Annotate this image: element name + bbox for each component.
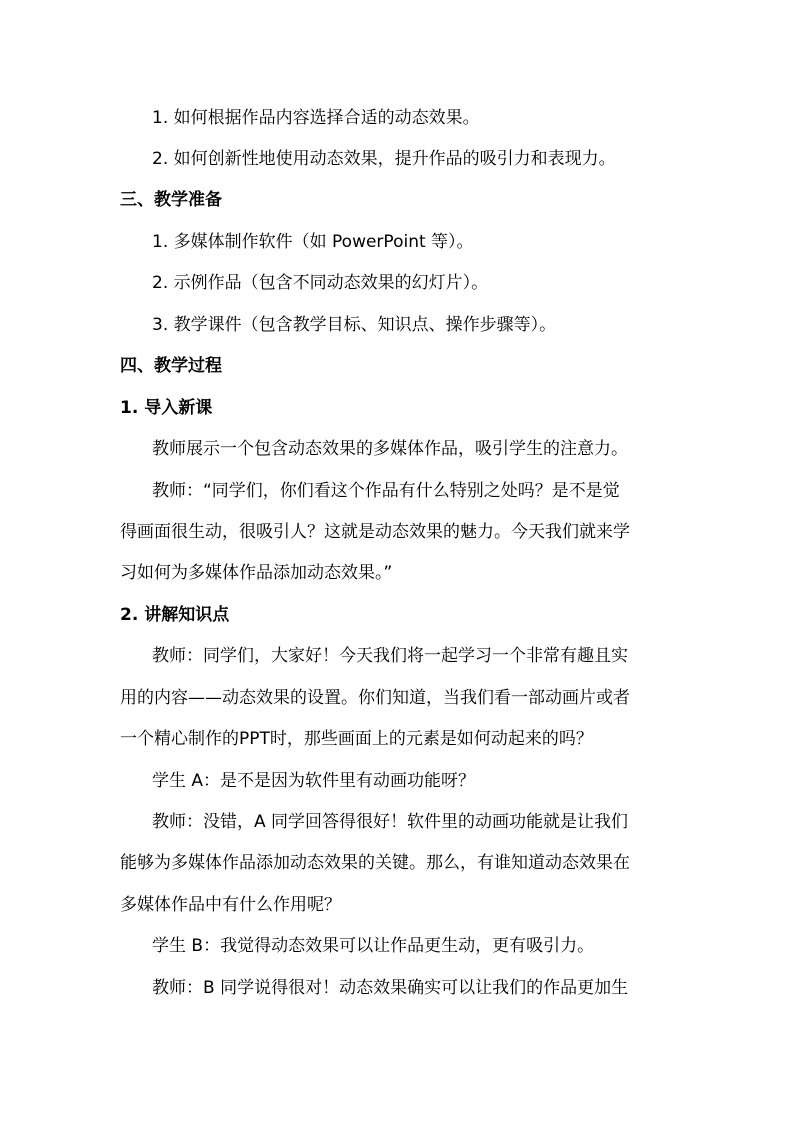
paragraph-line: 多媒体作品中有什么作用呢？: [120, 895, 341, 915]
difficulty-item-2: 2. 如何创新性地使用动态效果，提升作品的吸引力和表现力。: [152, 149, 616, 169]
section-heading-preparation: 三、教学准备: [120, 190, 222, 210]
paragraph-line: 教师：“同学们，你们看这个作品有什么特别之处吗？是不是觉: [152, 481, 620, 501]
difficulty-item-1: 1. 如何根据作品内容选择合适的动态效果。: [152, 108, 480, 128]
paragraph-line: 能够为多媒体作品添加动态效果的关键。那么，有谁知道动态效果在: [120, 853, 630, 873]
paragraph-line: 教师：没错，A 同学回答得很好！软件里的动画功能就是让我们: [152, 812, 629, 832]
paragraph-line: 用的内容——动态效果的设置。你们知道，当我们看一部动画片或者: [120, 688, 630, 708]
paragraph-line: 教师：同学们，大家好！今天我们将一起学习一个非常有趣且实: [152, 646, 628, 666]
section-heading-process: 四、教学过程: [120, 356, 222, 376]
subheading-intro: 1. 导入新课: [120, 398, 213, 418]
paragraph-line: 习如何为多媒体作品添加动态效果。”: [120, 563, 393, 583]
preparation-item-3: 3. 教学课件（包含教学目标、知识点、操作步骤等）。: [152, 315, 557, 335]
paragraph-line: 学生 B：我觉得动态效果可以让作品更生动，更有吸引力。: [152, 936, 595, 956]
paragraph-line: 教师展示一个包含动态效果的多媒体作品，吸引学生的注意力。: [152, 439, 628, 459]
paragraph-line: 得画面很生动，很吸引人？这就是动态效果的魅力。今天我们就来学: [120, 522, 630, 542]
subheading-knowledge: 2. 讲解知识点: [120, 605, 230, 625]
preparation-item-1: 1. 多媒体制作软件（如 PowerPoint 等）。: [152, 232, 474, 252]
paragraph-line: 学生 A：是不是因为软件里有动画功能呀？: [152, 771, 476, 791]
paragraph-line: 一个精心制作的PPT时，那些画面上的元素是如何动起来的吗？: [120, 729, 593, 749]
preparation-item-2: 2. 示例作品（包含不同动态效果的幻灯片）。: [152, 273, 489, 293]
paragraph-line: 教师：B 同学说得很对！动态效果确实可以让我们的作品更加生: [152, 978, 629, 998]
